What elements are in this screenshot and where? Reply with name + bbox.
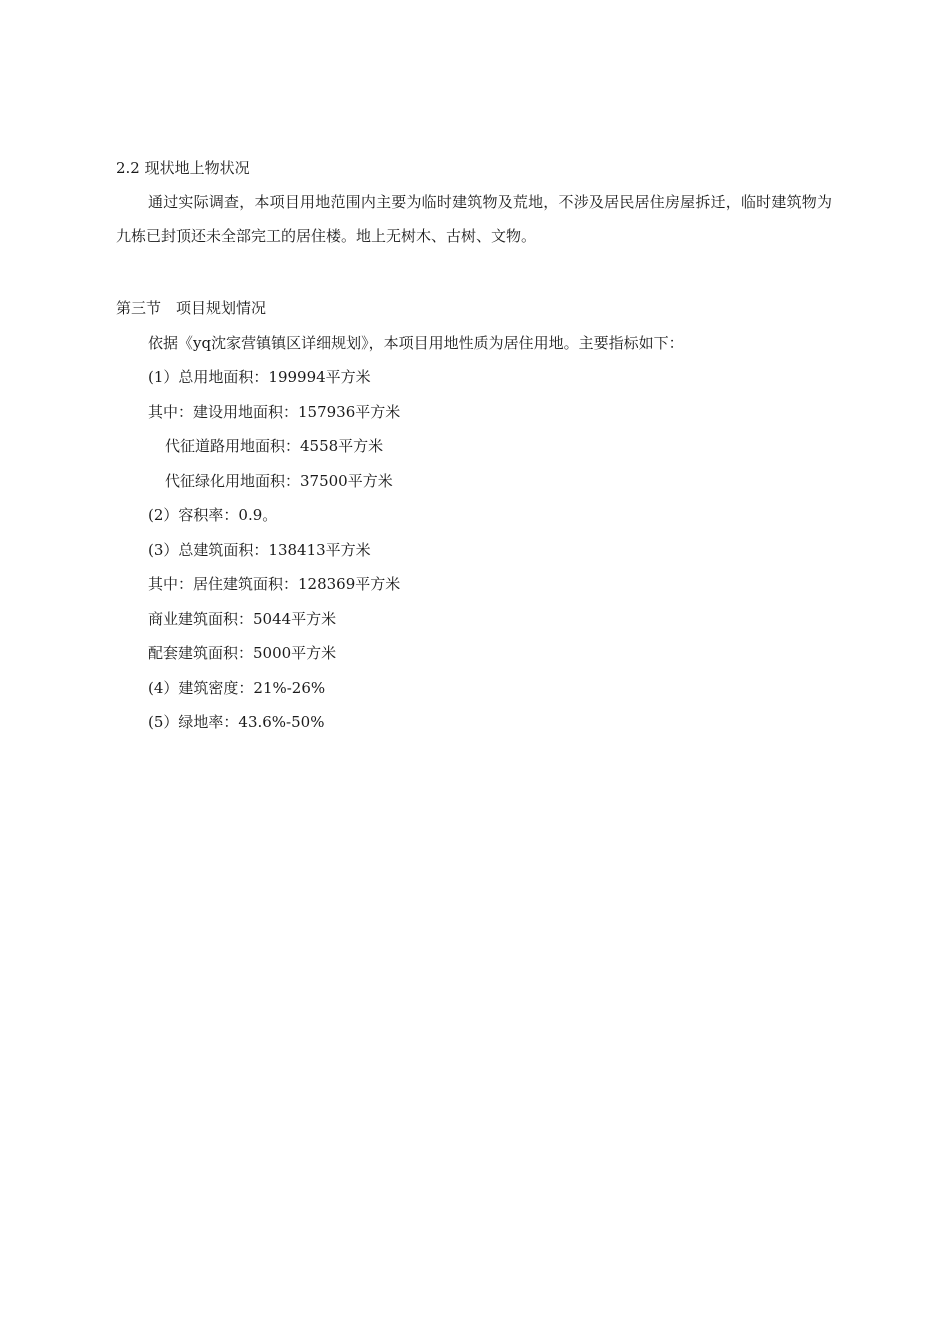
indicator-item: (3）总建筑面积：138413平方米	[148, 541, 371, 559]
indicator-item: 配套建筑面积：5000平方米	[148, 644, 337, 662]
indicator-item: 其中：建设用地面积：157936平方米	[148, 403, 401, 421]
section-2-2-paragraph: 通过实际调查，本项目用地范围内主要为临时建筑物及荒地，不涉及居民居住房屋拆迁，临时建筑物为九栋已封顶还未全部完工的居住楼。地上无树木、古树、文物。	[116, 193, 832, 245]
indicator-item: 代征道路用地面积：4558平方米	[165, 437, 384, 455]
indicator-item: (2）容积率：0.9。	[148, 506, 278, 524]
indicator-item: 代征绿化用地面积：37500平方米	[165, 472, 393, 490]
indicator-item: (5）绿地率：43.6%-50%	[148, 713, 325, 731]
indicator-item: 商业建筑面积：5044平方米	[148, 610, 337, 628]
indicator-item: (1）总用地面积：199994平方米	[148, 368, 371, 386]
section-heading-3: 第三节 项目规划情况	[116, 299, 267, 317]
section-3-intro: 依据《yq沈家营镇镇区详细规划》，本项目用地性质为居住用地。主要指标如下：	[148, 334, 684, 352]
indicator-item: (4）建筑密度：21%-26%	[148, 679, 326, 697]
section-heading-2-2: 2.2 现状地上物状况	[116, 159, 250, 177]
indicator-item: 其中：居住建筑面积：128369平方米	[148, 575, 401, 593]
